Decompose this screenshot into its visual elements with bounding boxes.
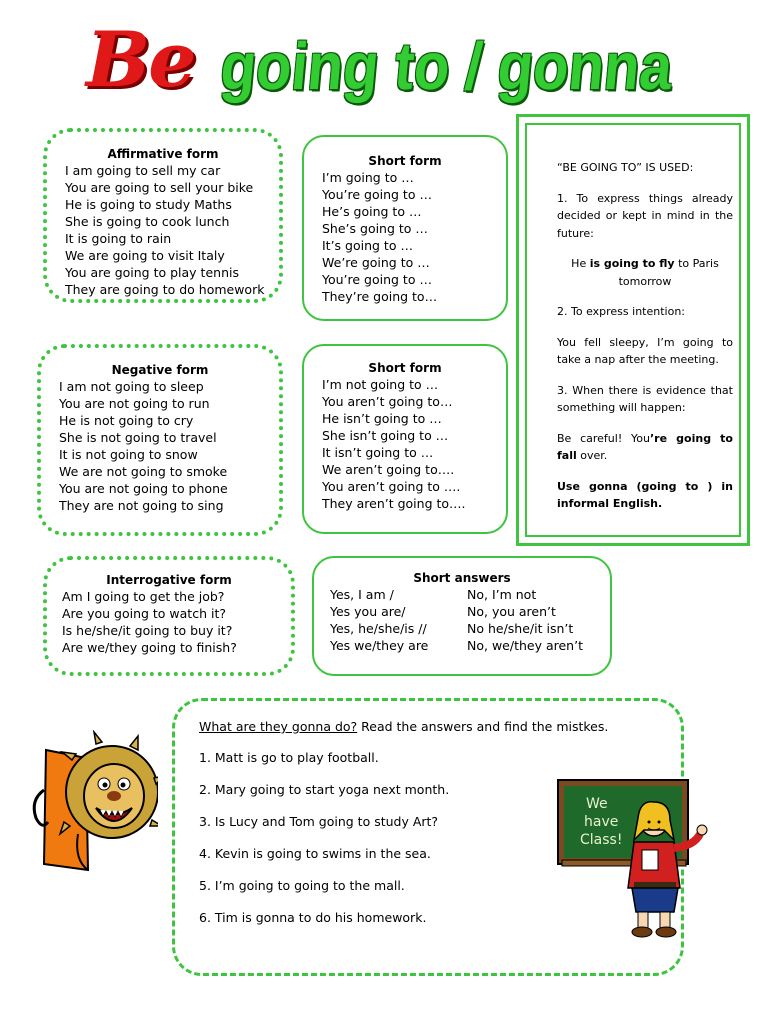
short-form-line: I’m going to … [322,170,414,185]
negative-box [37,344,283,536]
short-form-line: He’s going to … [322,204,422,219]
interrogative-line: Is he/she/it going to buy it? [62,623,233,638]
negative-line: It is not going to snow [59,447,198,462]
short-form-line: She isn’t going to … [322,428,449,443]
usage-point-2: 2. To express intention: [557,305,685,318]
short-form-line: It isn’t going to … [322,445,434,460]
usage-example-1: He is going to fly to Paris tomorrow [571,257,719,288]
affirmative-line: They are going to do homework [65,282,265,297]
affirmative-line: We are going to visit Italy [65,248,225,263]
short-form-heading: Short form [368,154,442,168]
short-form-line: I’m not going to … [322,377,439,392]
negative-line: I am not going to sleep [59,379,204,394]
negative-line: She is not going to travel [59,430,217,445]
short-form-line: You aren’t going to …. [322,479,461,494]
affirmative-line: It is going to rain [65,231,172,246]
interrogative-box [43,556,295,676]
interrogative-heading: Interrogative form [106,573,232,587]
affirmative-heading: Affirmative form [107,147,219,161]
exercise-heading: What are they gonna do? Read the answers and find the mistkes. [199,719,609,734]
negative-line: You are not going to phone [59,481,228,496]
short-form-line: It’s going to … [322,238,413,253]
title-be: Be [86,15,195,104]
exercise-item: 5. I’m going to going to the mall. [199,878,405,893]
affirmative-line: He is going to study Maths [65,197,232,212]
board-text-1: We [586,796,608,812]
short-form-heading: Short form [368,361,442,375]
exercise-item: 4. Kevin is going to swims in the sea. [199,846,431,861]
affirmative-line: She is going to cook lunch [65,214,230,229]
short-answer-row: Yes you are/ No, you aren’t [330,604,556,619]
interrogative-line: Are you going to watch it? [62,606,226,621]
short-form-line: We aren’t going to…. [322,462,455,477]
negative-line: We are not going to smoke [59,464,228,479]
short-answers-heading: Short answers [413,571,511,585]
short-form-negative-box [302,344,508,534]
short-form-line: You’re going to … [322,272,432,287]
usage-example-2: You fell sleepy, I’m going to take a nap after the meeting. [557,335,733,366]
short-form-line: They’re going to… [322,289,438,304]
board-text-2: have [584,814,619,830]
affirmative-line: I am going to sell my car [65,163,221,178]
short-answer-row: Yes, he/she/is // No he/she/it isn’t [330,621,574,636]
short-form-line: We’re going to … [322,255,430,270]
exercise-item: 6. Tim is gonna to do his homework. [199,910,427,925]
short-answer-row: Yes we/they are No, we/they aren’t [330,638,583,653]
exercise-item: 1. Matt is go to play football. [199,750,379,765]
usage-point-3: 3. When there is evidence that something will happen: [557,383,733,414]
usage-note: Use gonna (going to ) in informal English. [557,479,733,510]
negative-heading: Negative form [111,363,209,377]
title-going-to: going to / gonna [217,29,676,105]
teacher-illustration [548,778,716,940]
negative-line: They are not going to sing [59,498,224,513]
short-form-line: You aren’t going to… [322,394,453,409]
usage-heading: “BE GOING TO” IS USED: [557,161,694,174]
lion-illustration [26,730,158,880]
short-form-line: She’s going to … [322,221,428,236]
short-answers-box [312,556,612,676]
short-form-line: He isn’t going to … [322,411,442,426]
short-answer-row: Yes, I am / No, I’m not [330,587,537,602]
exercise-item: 2. Mary going to start yoga next month. [199,782,450,797]
usage-box [516,114,750,546]
usage-example-3: Be careful! You’re going to fall over. [557,431,733,462]
negative-line: He is not going to cry [59,413,194,428]
interrogative-line: Am I going to get the job? [62,589,225,604]
affirmative-box [43,128,283,303]
short-form-line: They aren’t going to…. [322,496,466,511]
affirmative-line: You are going to play tennis [65,265,239,280]
board-text-3: Class! [580,832,623,848]
short-form-affirmative-box [302,135,508,321]
negative-line: You are not going to run [59,396,210,411]
usage-point-1: 1. To express things already decided or kept in mind in the future: [557,191,733,240]
exercise-item: 3. Is Lucy and Tom going to study Art? [199,814,439,829]
affirmative-line: You are going to sell your bike [65,180,254,195]
short-form-line: You’re going to … [322,187,432,202]
interrogative-line: Are we/they going to finish? [62,640,237,655]
